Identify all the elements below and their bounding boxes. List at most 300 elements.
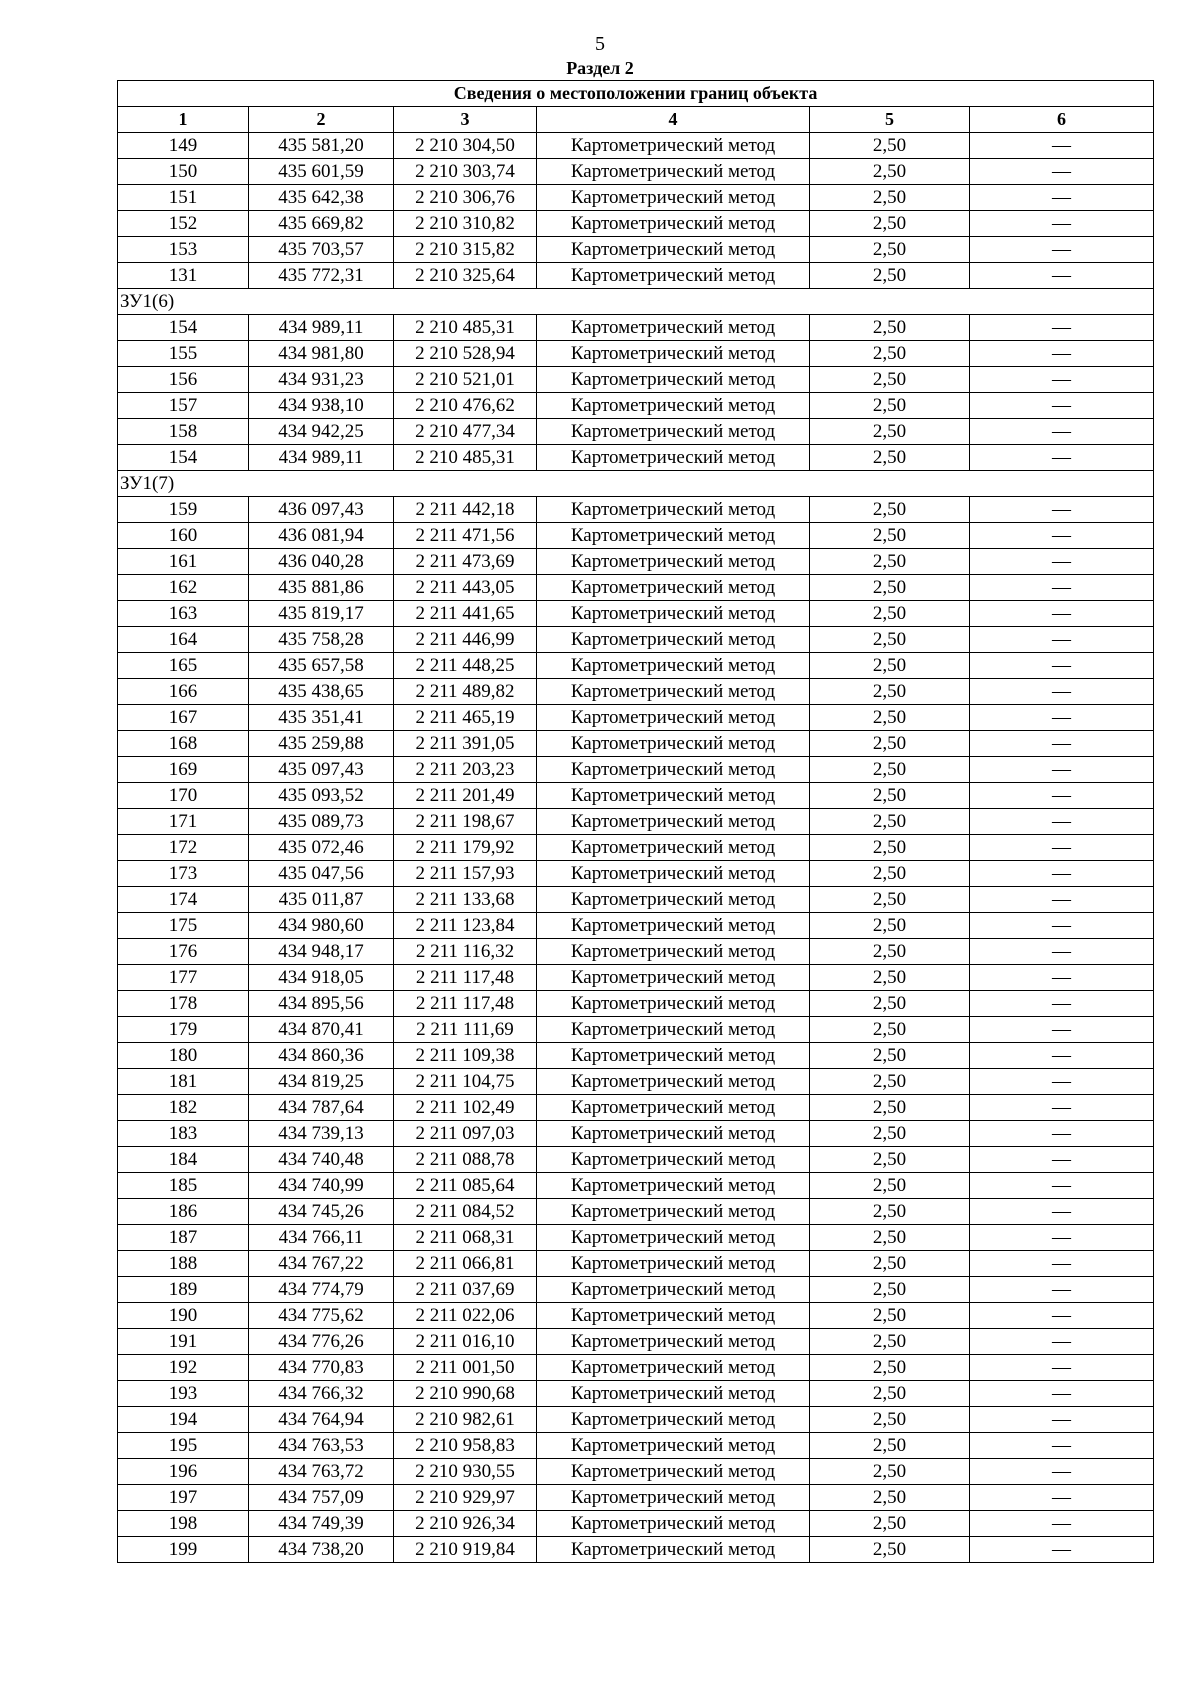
accuracy-cell: 2,50 — [810, 1459, 970, 1485]
table-caption: Сведения о местоположении границ объекта — [118, 81, 1154, 107]
accuracy-cell: 2,50 — [810, 1433, 970, 1459]
group-row — [118, 471, 1154, 497]
table-row — [118, 1043, 1154, 1069]
point-number-cell: 157 — [118, 393, 249, 419]
column-header-row — [118, 107, 1154, 133]
description-cell: — — [970, 1485, 1154, 1511]
point-number-cell: 177 — [118, 965, 249, 991]
method-cell: Картометрический метод — [537, 393, 810, 419]
accuracy-cell: 2,50 — [810, 861, 970, 887]
description-cell: — — [970, 1407, 1154, 1433]
point-number-cell: 171 — [118, 809, 249, 835]
method-cell: Картометрический метод — [537, 1199, 810, 1225]
accuracy-cell: 2,50 — [810, 445, 970, 471]
y-coordinate-cell: 2 211 001,50 — [394, 1355, 537, 1381]
x-coordinate-cell: 434 740,99 — [249, 1173, 394, 1199]
x-coordinate-cell: 434 776,26 — [249, 1329, 394, 1355]
table-row — [118, 1095, 1154, 1121]
accuracy-cell: 2,50 — [810, 1251, 970, 1277]
accuracy-cell: 2,50 — [810, 1407, 970, 1433]
method-cell: Картометрический метод — [537, 1303, 810, 1329]
accuracy-cell: 2,50 — [810, 1017, 970, 1043]
table-row — [118, 159, 1154, 185]
point-number-cell: 196 — [118, 1459, 249, 1485]
point-number-cell: 164 — [118, 627, 249, 653]
method-cell: Картометрический метод — [537, 1511, 810, 1537]
y-coordinate-cell: 2 210 528,94 — [394, 341, 537, 367]
y-coordinate-cell: 2 211 084,52 — [394, 1199, 537, 1225]
method-cell: Картометрический метод — [537, 809, 810, 835]
accuracy-cell: 2,50 — [810, 263, 970, 289]
description-cell: — — [970, 549, 1154, 575]
method-cell: Картометрический метод — [537, 835, 810, 861]
accuracy-cell: 2,50 — [810, 809, 970, 835]
point-number-cell: 176 — [118, 939, 249, 965]
table-row — [118, 679, 1154, 705]
point-number-cell: 191 — [118, 1329, 249, 1355]
description-cell: — — [970, 1251, 1154, 1277]
table-row — [118, 367, 1154, 393]
x-coordinate-cell: 434 745,26 — [249, 1199, 394, 1225]
table-body — [118, 133, 1154, 1563]
accuracy-cell: 2,50 — [810, 185, 970, 211]
point-number-cell: 192 — [118, 1355, 249, 1381]
method-cell: Картометрический метод — [537, 861, 810, 887]
accuracy-cell: 2,50 — [810, 913, 970, 939]
y-coordinate-cell: 2 211 016,10 — [394, 1329, 537, 1355]
description-cell: — — [970, 913, 1154, 939]
description-cell: — — [970, 1199, 1154, 1225]
table-row — [118, 341, 1154, 367]
x-coordinate-cell: 435 072,46 — [249, 835, 394, 861]
method-cell: Картометрический метод — [537, 1147, 810, 1173]
description-cell: — — [970, 315, 1154, 341]
description-cell: — — [970, 809, 1154, 835]
x-coordinate-cell: 436 097,43 — [249, 497, 394, 523]
point-number-cell: 190 — [118, 1303, 249, 1329]
description-cell: — — [970, 1095, 1154, 1121]
point-number-cell: 166 — [118, 679, 249, 705]
table-row — [118, 1069, 1154, 1095]
point-number-cell: 180 — [118, 1043, 249, 1069]
description-cell: — — [970, 1511, 1154, 1537]
accuracy-cell: 2,50 — [810, 627, 970, 653]
point-number-cell: 153 — [118, 237, 249, 263]
table-row — [118, 211, 1154, 237]
description-cell: — — [970, 835, 1154, 861]
x-coordinate-cell: 434 770,83 — [249, 1355, 394, 1381]
table-row — [118, 1173, 1154, 1199]
y-coordinate-cell: 2 210 982,61 — [394, 1407, 537, 1433]
table-row — [118, 601, 1154, 627]
x-coordinate-cell: 435 758,28 — [249, 627, 394, 653]
x-coordinate-cell: 434 981,80 — [249, 341, 394, 367]
point-number-cell: 194 — [118, 1407, 249, 1433]
x-coordinate-cell: 434 819,25 — [249, 1069, 394, 1095]
method-cell: Картометрический метод — [537, 1433, 810, 1459]
description-cell: — — [970, 1043, 1154, 1069]
table-row — [118, 809, 1154, 835]
description-cell: — — [970, 887, 1154, 913]
method-cell: Картометрический метод — [537, 939, 810, 965]
table-row — [118, 263, 1154, 289]
accuracy-cell: 2,50 — [810, 1381, 970, 1407]
x-coordinate-cell: 434 763,53 — [249, 1433, 394, 1459]
accuracy-cell: 2,50 — [810, 1329, 970, 1355]
x-coordinate-cell: 435 581,20 — [249, 133, 394, 159]
y-coordinate-cell: 2 210 325,64 — [394, 263, 537, 289]
accuracy-cell: 2,50 — [810, 1511, 970, 1537]
point-number-cell: 173 — [118, 861, 249, 887]
point-number-cell: 197 — [118, 1485, 249, 1511]
column-header: 3 — [394, 107, 537, 133]
accuracy-cell: 2,50 — [810, 783, 970, 809]
x-coordinate-cell: 435 093,52 — [249, 783, 394, 809]
point-number-cell: 182 — [118, 1095, 249, 1121]
x-coordinate-cell: 435 438,65 — [249, 679, 394, 705]
point-number-cell: 167 — [118, 705, 249, 731]
accuracy-cell: 2,50 — [810, 419, 970, 445]
x-coordinate-cell: 435 011,87 — [249, 887, 394, 913]
description-cell: — — [970, 1225, 1154, 1251]
description-cell: — — [970, 1069, 1154, 1095]
y-coordinate-cell: 2 210 929,97 — [394, 1485, 537, 1511]
method-cell: Картометрический метод — [537, 1121, 810, 1147]
accuracy-cell: 2,50 — [810, 1095, 970, 1121]
method-cell: Картометрический метод — [537, 1329, 810, 1355]
method-cell: Картометрический метод — [537, 1407, 810, 1433]
point-number-cell: 162 — [118, 575, 249, 601]
x-coordinate-cell: 434 938,10 — [249, 393, 394, 419]
x-coordinate-cell: 435 259,88 — [249, 731, 394, 757]
description-cell: — — [970, 497, 1154, 523]
x-coordinate-cell: 434 931,23 — [249, 367, 394, 393]
method-cell: Картометрический метод — [537, 913, 810, 939]
x-coordinate-cell: 434 740,48 — [249, 1147, 394, 1173]
table-row — [118, 1537, 1154, 1563]
y-coordinate-cell: 2 211 068,31 — [394, 1225, 537, 1251]
column-header: 6 — [970, 107, 1154, 133]
point-number-cell: 186 — [118, 1199, 249, 1225]
accuracy-cell: 2,50 — [810, 601, 970, 627]
method-cell: Картометрический метод — [537, 497, 810, 523]
y-coordinate-cell: 2 210 477,34 — [394, 419, 537, 445]
table-row — [118, 445, 1154, 471]
y-coordinate-cell: 2 211 179,92 — [394, 835, 537, 861]
x-coordinate-cell: 434 918,05 — [249, 965, 394, 991]
method-cell: Картометрический метод — [537, 627, 810, 653]
table-row — [118, 861, 1154, 887]
description-cell: — — [970, 393, 1154, 419]
method-cell: Картометрический метод — [537, 1069, 810, 1095]
description-cell: — — [970, 601, 1154, 627]
description-cell: — — [970, 419, 1154, 445]
x-coordinate-cell: 435 881,86 — [249, 575, 394, 601]
point-number-cell: 161 — [118, 549, 249, 575]
description-cell: — — [970, 523, 1154, 549]
y-coordinate-cell: 2 211 446,99 — [394, 627, 537, 653]
y-coordinate-cell: 2 211 104,75 — [394, 1069, 537, 1095]
accuracy-cell: 2,50 — [810, 1537, 970, 1563]
point-number-cell: 188 — [118, 1251, 249, 1277]
table-row — [118, 1511, 1154, 1537]
y-coordinate-cell: 2 210 930,55 — [394, 1459, 537, 1485]
table-row — [118, 185, 1154, 211]
table-row — [118, 731, 1154, 757]
y-coordinate-cell: 2 211 088,78 — [394, 1147, 537, 1173]
point-number-cell: 165 — [118, 653, 249, 679]
accuracy-cell: 2,50 — [810, 1043, 970, 1069]
method-cell: Картометрический метод — [537, 237, 810, 263]
method-cell: Картометрический метод — [537, 1381, 810, 1407]
x-coordinate-cell: 435 351,41 — [249, 705, 394, 731]
y-coordinate-cell: 2 211 097,03 — [394, 1121, 537, 1147]
x-coordinate-cell: 434 749,39 — [249, 1511, 394, 1537]
y-coordinate-cell: 2 210 304,50 — [394, 133, 537, 159]
description-cell: — — [970, 679, 1154, 705]
accuracy-cell: 2,50 — [810, 939, 970, 965]
accuracy-cell: 2,50 — [810, 965, 970, 991]
description-cell: — — [970, 1303, 1154, 1329]
method-cell: Картометрический метод — [537, 991, 810, 1017]
accuracy-cell: 2,50 — [810, 341, 970, 367]
table-row — [118, 133, 1154, 159]
table-row — [118, 419, 1154, 445]
point-number-cell: 149 — [118, 133, 249, 159]
y-coordinate-cell: 2 211 203,23 — [394, 757, 537, 783]
description-cell: — — [970, 627, 1154, 653]
x-coordinate-cell: 436 040,28 — [249, 549, 394, 575]
method-cell: Картометрический метод — [537, 757, 810, 783]
description-cell: — — [970, 783, 1154, 809]
point-number-cell: 152 — [118, 211, 249, 237]
x-coordinate-cell: 435 097,43 — [249, 757, 394, 783]
description-cell: — — [970, 731, 1154, 757]
description-cell: — — [970, 1173, 1154, 1199]
table-row — [118, 523, 1154, 549]
method-cell: Картометрический метод — [537, 1173, 810, 1199]
accuracy-cell: 2,50 — [810, 991, 970, 1017]
accuracy-cell: 2,50 — [810, 835, 970, 861]
description-cell: — — [970, 263, 1154, 289]
method-cell: Картометрический метод — [537, 965, 810, 991]
y-coordinate-cell: 2 210 315,82 — [394, 237, 537, 263]
y-coordinate-cell: 2 210 303,74 — [394, 159, 537, 185]
method-cell: Картометрический метод — [537, 783, 810, 809]
accuracy-cell: 2,50 — [810, 1277, 970, 1303]
y-coordinate-cell: 2 210 919,84 — [394, 1537, 537, 1563]
accuracy-cell: 2,50 — [810, 549, 970, 575]
point-number-cell: 178 — [118, 991, 249, 1017]
y-coordinate-cell: 2 211 441,65 — [394, 601, 537, 627]
point-number-cell: 155 — [118, 341, 249, 367]
x-coordinate-cell: 435 047,56 — [249, 861, 394, 887]
point-number-cell: 163 — [118, 601, 249, 627]
y-coordinate-cell: 2 211 443,05 — [394, 575, 537, 601]
accuracy-cell: 2,50 — [810, 211, 970, 237]
point-number-cell: 175 — [118, 913, 249, 939]
accuracy-cell: 2,50 — [810, 367, 970, 393]
point-number-cell: 151 — [118, 185, 249, 211]
column-header: 4 — [537, 107, 810, 133]
boundary-coordinates-table — [117, 80, 1154, 1563]
description-cell: — — [970, 445, 1154, 471]
point-number-cell: 184 — [118, 1147, 249, 1173]
point-number-cell: 159 — [118, 497, 249, 523]
y-coordinate-cell: 2 211 109,38 — [394, 1043, 537, 1069]
y-coordinate-cell: 2 211 201,49 — [394, 783, 537, 809]
description-cell: — — [970, 757, 1154, 783]
y-coordinate-cell: 2 211 085,64 — [394, 1173, 537, 1199]
column-header: 2 — [249, 107, 394, 133]
accuracy-cell: 2,50 — [810, 575, 970, 601]
y-coordinate-cell: 2 211 116,32 — [394, 939, 537, 965]
group-label: ЗУ1(6) — [118, 289, 1154, 315]
point-number-cell: 181 — [118, 1069, 249, 1095]
x-coordinate-cell: 435 601,59 — [249, 159, 394, 185]
point-number-cell: 198 — [118, 1511, 249, 1537]
point-number-cell: 185 — [118, 1173, 249, 1199]
method-cell: Картометрический метод — [537, 731, 810, 757]
x-coordinate-cell: 434 763,72 — [249, 1459, 394, 1485]
point-number-cell: 169 — [118, 757, 249, 783]
y-coordinate-cell: 2 211 489,82 — [394, 679, 537, 705]
y-coordinate-cell: 2 210 990,68 — [394, 1381, 537, 1407]
point-number-cell: 199 — [118, 1537, 249, 1563]
accuracy-cell: 2,50 — [810, 757, 970, 783]
table-row — [118, 887, 1154, 913]
accuracy-cell: 2,50 — [810, 887, 970, 913]
table-row — [118, 965, 1154, 991]
accuracy-cell: 2,50 — [810, 1121, 970, 1147]
table-row — [118, 1485, 1154, 1511]
description-cell: — — [970, 1147, 1154, 1173]
description-cell: — — [970, 939, 1154, 965]
accuracy-cell: 2,50 — [810, 679, 970, 705]
section-title: Раздел 2 — [566, 58, 634, 78]
method-cell: Картометрический метод — [537, 159, 810, 185]
description-cell: — — [970, 185, 1154, 211]
x-coordinate-cell: 434 739,13 — [249, 1121, 394, 1147]
point-number-cell: 172 — [118, 835, 249, 861]
point-number-cell: 131 — [118, 263, 249, 289]
point-number-cell: 189 — [118, 1277, 249, 1303]
accuracy-cell: 2,50 — [810, 731, 970, 757]
x-coordinate-cell: 434 787,64 — [249, 1095, 394, 1121]
x-coordinate-cell: 434 774,79 — [249, 1277, 394, 1303]
description-cell: — — [970, 367, 1154, 393]
description-cell: — — [970, 1017, 1154, 1043]
y-coordinate-cell: 2 211 022,06 — [394, 1303, 537, 1329]
method-cell: Картометрический метод — [537, 341, 810, 367]
table-row — [118, 549, 1154, 575]
description-cell: — — [970, 1329, 1154, 1355]
table-row — [118, 627, 1154, 653]
table-row — [118, 393, 1154, 419]
method-cell: Картометрический метод — [537, 315, 810, 341]
method-cell: Картометрический метод — [537, 185, 810, 211]
method-cell: Картометрический метод — [537, 1277, 810, 1303]
x-coordinate-cell: 434 870,41 — [249, 1017, 394, 1043]
y-coordinate-cell: 2 211 442,18 — [394, 497, 537, 523]
method-cell: Картометрический метод — [537, 705, 810, 731]
point-number-cell: 174 — [118, 887, 249, 913]
caption-row — [118, 81, 1154, 107]
x-coordinate-cell: 434 738,20 — [249, 1537, 394, 1563]
accuracy-cell: 2,50 — [810, 237, 970, 263]
table-row — [118, 1303, 1154, 1329]
method-cell: Картометрический метод — [537, 1043, 810, 1069]
point-number-cell: 168 — [118, 731, 249, 757]
y-coordinate-cell: 2 210 476,62 — [394, 393, 537, 419]
description-cell: — — [970, 965, 1154, 991]
table-row — [118, 991, 1154, 1017]
page-number: 5 — [595, 33, 605, 55]
y-coordinate-cell: 2 211 133,68 — [394, 887, 537, 913]
table-row — [118, 939, 1154, 965]
method-cell: Картометрический метод — [537, 1485, 810, 1511]
x-coordinate-cell: 434 766,32 — [249, 1381, 394, 1407]
table-row — [118, 1407, 1154, 1433]
x-coordinate-cell: 434 980,60 — [249, 913, 394, 939]
y-coordinate-cell: 2 210 958,83 — [394, 1433, 537, 1459]
x-coordinate-cell: 434 766,11 — [249, 1225, 394, 1251]
description-cell: — — [970, 133, 1154, 159]
x-coordinate-cell: 435 819,17 — [249, 601, 394, 627]
description-cell: — — [970, 1355, 1154, 1381]
description-cell: — — [970, 705, 1154, 731]
y-coordinate-cell: 2 210 485,31 — [394, 315, 537, 341]
method-cell: Картометрический метод — [537, 1537, 810, 1563]
y-coordinate-cell: 2 211 465,19 — [394, 705, 537, 731]
x-coordinate-cell: 434 767,22 — [249, 1251, 394, 1277]
y-coordinate-cell: 2 210 310,82 — [394, 211, 537, 237]
y-coordinate-cell: 2 211 157,93 — [394, 861, 537, 887]
y-coordinate-cell: 2 211 037,69 — [394, 1277, 537, 1303]
accuracy-cell: 2,50 — [810, 393, 970, 419]
description-cell: — — [970, 341, 1154, 367]
method-cell: Картометрический метод — [537, 1017, 810, 1043]
y-coordinate-cell: 2 211 473,69 — [394, 549, 537, 575]
x-coordinate-cell: 434 948,17 — [249, 939, 394, 965]
description-cell: — — [970, 211, 1154, 237]
table-row — [118, 1147, 1154, 1173]
table-row — [118, 1459, 1154, 1485]
point-number-cell: 156 — [118, 367, 249, 393]
point-number-cell: 154 — [118, 445, 249, 471]
point-number-cell: 187 — [118, 1225, 249, 1251]
method-cell: Картометрический метод — [537, 263, 810, 289]
accuracy-cell: 2,50 — [810, 1303, 970, 1329]
group-label: ЗУ1(7) — [118, 471, 1154, 497]
accuracy-cell: 2,50 — [810, 1199, 970, 1225]
y-coordinate-cell: 2 210 521,01 — [394, 367, 537, 393]
method-cell: Картометрический метод — [537, 549, 810, 575]
method-cell: Картометрический метод — [537, 1251, 810, 1277]
accuracy-cell: 2,50 — [810, 1069, 970, 1095]
point-number-cell: 183 — [118, 1121, 249, 1147]
y-coordinate-cell: 2 211 198,67 — [394, 809, 537, 835]
method-cell: Картометрический метод — [537, 133, 810, 159]
x-coordinate-cell: 435 657,58 — [249, 653, 394, 679]
x-coordinate-cell: 434 895,56 — [249, 991, 394, 1017]
method-cell: Картометрический метод — [537, 1459, 810, 1485]
point-number-cell: 154 — [118, 315, 249, 341]
x-coordinate-cell: 436 081,94 — [249, 523, 394, 549]
x-coordinate-cell: 434 860,36 — [249, 1043, 394, 1069]
table-row — [118, 575, 1154, 601]
y-coordinate-cell: 2 211 066,81 — [394, 1251, 537, 1277]
